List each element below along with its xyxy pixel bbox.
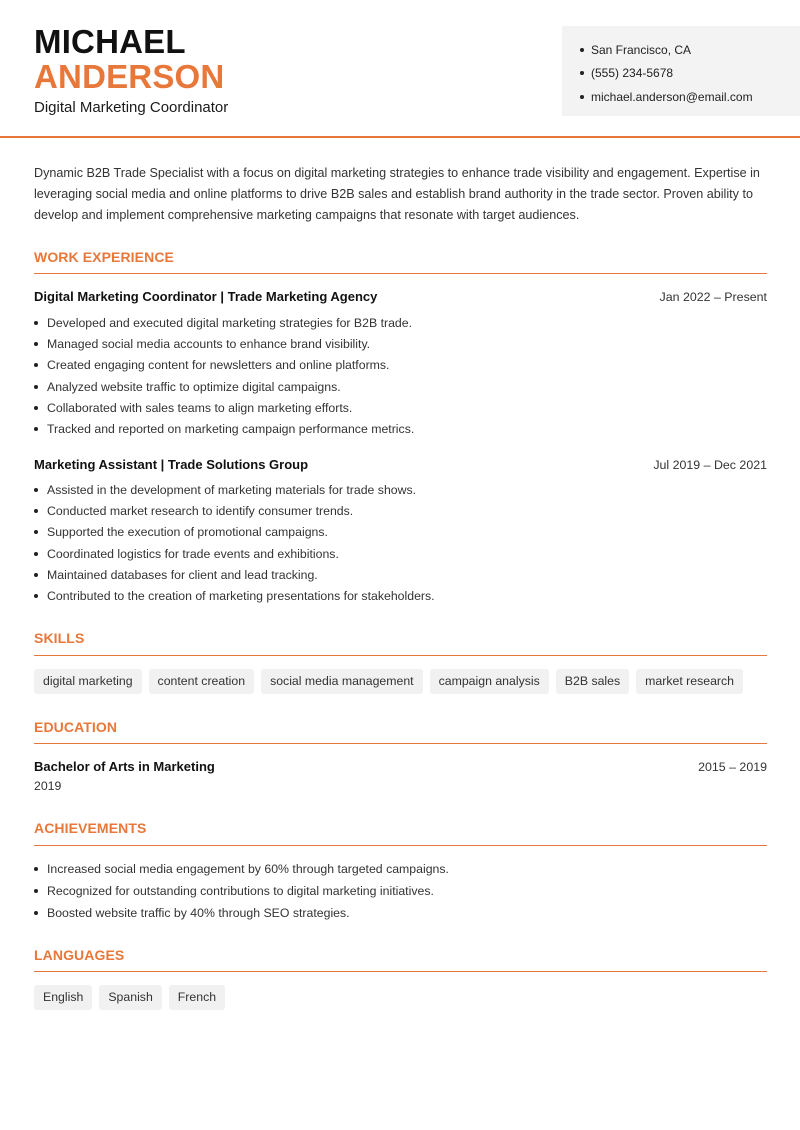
section-divider xyxy=(34,971,767,972)
language-tag: English xyxy=(34,985,92,1010)
achievements-list xyxy=(34,858,449,924)
bullet-icon xyxy=(34,321,38,325)
language-tags xyxy=(34,985,225,1010)
bullet-icon xyxy=(34,488,38,492)
education-year: 2019 xyxy=(34,779,62,793)
section-divider xyxy=(34,743,767,744)
first-name: MICHAEL xyxy=(34,23,186,60)
bullet-text: Managed social media accounts to enhance brand visibility. xyxy=(47,336,371,351)
language-tag: French xyxy=(169,985,225,1010)
list-item xyxy=(34,418,414,439)
skill-tag: B2B sales xyxy=(556,669,629,694)
bullet-text: Coordinated logistics for trade events and exhibitions. xyxy=(47,546,339,561)
bullet-icon xyxy=(34,594,38,598)
bullet-text: Boosted website traffic by 40% through SEO strategies. xyxy=(47,906,350,920)
job-header xyxy=(34,289,767,304)
contact-box xyxy=(562,26,800,116)
list-item xyxy=(34,522,435,543)
bullet-icon xyxy=(34,530,38,534)
location-text: San Francisco, CA xyxy=(591,42,692,57)
list-item xyxy=(34,858,449,880)
section-title-education: EDUCATION xyxy=(34,719,118,735)
bullet-icon xyxy=(580,95,584,99)
job-bullets xyxy=(34,479,435,607)
list-item xyxy=(34,376,414,397)
bullet-text: Collaborated with sales teams to align marketing efforts. xyxy=(47,400,353,415)
degree-title: Bachelor of Arts in Marketing xyxy=(34,759,215,774)
list-item xyxy=(34,543,435,564)
bullet-icon xyxy=(34,552,38,556)
skills-tags xyxy=(34,669,743,694)
education-entry xyxy=(34,759,767,774)
job-bullets xyxy=(34,312,414,440)
last-name: ANDERSON xyxy=(34,58,225,95)
bullet-icon xyxy=(34,385,38,389)
bullet-icon xyxy=(34,911,38,915)
resume-header xyxy=(0,0,800,138)
bullet-icon xyxy=(34,509,38,513)
list-item xyxy=(34,500,435,521)
contact-location xyxy=(580,38,800,62)
bullet-text: Assisted in the development of marketing materials for trade shows. xyxy=(47,482,417,497)
list-item xyxy=(34,902,449,924)
summary-paragraph: Dynamic B2B Trade Specialist with a focus on digital marketing strategies to enhance trade visibility and engagement. Expertise in leveraging social media and online platforms to drive B2B sales and establish brand authority in the trade sector. Proven ability to develop and implement comprehensive marketing campaigns that resonate with target audiences. xyxy=(34,166,760,222)
bullet-text: Tracked and reported on marketing campaign performance metrics. xyxy=(47,422,415,437)
list-item xyxy=(34,585,435,606)
bullet-icon xyxy=(34,427,38,431)
bullet-text: Contributed to the creation of marketing presentations for stakeholders. xyxy=(47,589,435,604)
list-item xyxy=(34,564,435,585)
section-divider xyxy=(34,273,767,274)
bullet-icon xyxy=(34,573,38,577)
skill-tag: content creation xyxy=(149,669,255,694)
bullet-icon xyxy=(34,363,38,367)
section-title-languages: LANGUAGES xyxy=(34,947,125,963)
job-header xyxy=(34,457,767,472)
bullet-text: Supported the execution of promotional campaigns. xyxy=(47,525,328,540)
bullet-icon xyxy=(34,406,38,410)
section-divider xyxy=(34,845,767,846)
bullet-icon xyxy=(34,342,38,346)
list-item xyxy=(34,479,435,500)
bullet-text: Created engaging content for newsletters and online platforms. xyxy=(47,358,390,373)
list-item xyxy=(34,397,414,418)
phone-text: (555) 234-5678 xyxy=(591,66,674,81)
job-title: Digital Marketing Coordinator | Trade Marketing Agency xyxy=(34,289,378,304)
bullet-text: Increased social media engagement by 60% through targeted campaigns. xyxy=(47,862,449,876)
language-tag: Spanish xyxy=(99,985,161,1010)
bullet-text: Maintained databases for client and lead tracking. xyxy=(47,567,318,582)
list-item xyxy=(34,880,449,902)
section-title-achievements: ACHIEVEMENTS xyxy=(34,820,147,836)
bullet-text: Analyzed website traffic to optimize digital campaigns. xyxy=(47,379,341,394)
education-dates: 2015 – 2019 xyxy=(698,760,767,774)
email-text: michael.anderson@email.com xyxy=(591,89,753,104)
job-title: Marketing Assistant | Trade Solutions Group xyxy=(34,457,309,472)
skill-tag: digital marketing xyxy=(34,669,142,694)
section-title-skills: SKILLS xyxy=(34,630,85,646)
bullet-icon xyxy=(34,889,38,893)
list-item xyxy=(34,355,414,376)
bullet-text: Recognized for outstanding contributions to digital marketing initiatives. xyxy=(47,884,434,898)
list-item xyxy=(34,333,414,354)
job-dates: Jul 2019 – Dec 2021 xyxy=(653,458,767,472)
job-dates: Jan 2022 – Present xyxy=(659,290,767,304)
contact-email xyxy=(580,85,800,109)
section-divider xyxy=(34,655,767,656)
job-role: Digital Marketing Coordinator xyxy=(34,99,229,116)
section-title-work: WORK EXPERIENCE xyxy=(34,249,174,265)
candidate-name xyxy=(34,24,224,94)
contact-phone xyxy=(580,62,800,86)
bullet-text: Developed and executed digital marketing strategies for B2B trade. xyxy=(47,315,413,330)
bullet-icon xyxy=(580,48,584,52)
list-item xyxy=(34,312,414,333)
bullet-icon xyxy=(580,71,584,75)
bullet-text: Conducted market research to identify consumer trends. xyxy=(47,503,354,518)
bullet-icon xyxy=(34,867,38,871)
skill-tag: market research xyxy=(636,669,743,694)
skill-tag: campaign analysis xyxy=(430,669,549,694)
skill-tag: social media management xyxy=(261,669,423,694)
